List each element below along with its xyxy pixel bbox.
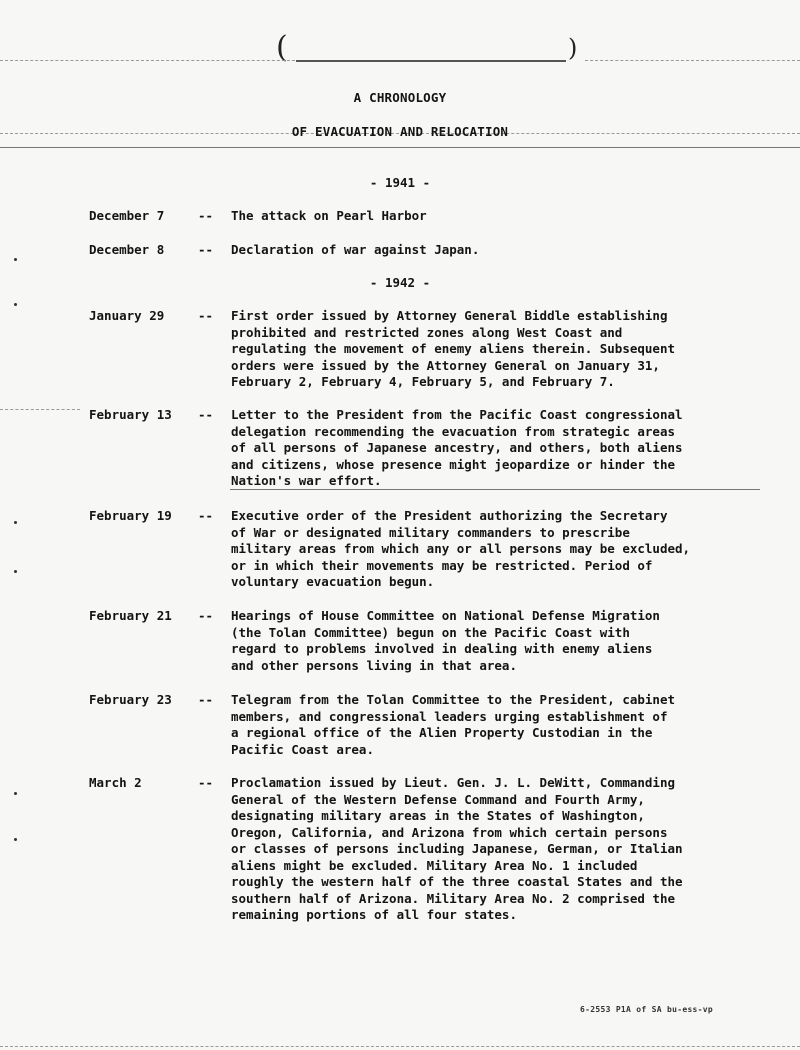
entry-date: March 2 [89, 775, 142, 790]
year-heading-1942: - 1942 - [369, 275, 431, 290]
scan-rule-top-right [585, 60, 800, 61]
scan-mark-left-paren: ( [276, 30, 288, 65]
entry-dash: -- [198, 208, 214, 223]
entry-date: February 21 [89, 608, 172, 623]
scan-mark-right-paren: ) [568, 34, 578, 62]
entry-text: Letter to the President from the Pacific Coast congressional delegation recommending the evacuation from strategic areas of all persons of Japanese ancestry, and others, both aliens and citizens, whose presence might jeopardize or hinder the Nation's war effort. [231, 407, 683, 488]
scan-speck [14, 258, 17, 261]
entry-text: Hearings of House Committee on National Defense Migration (the Tolan Committee) begun on the Pacific Coast with regard to problems involved in dealing with enemy aliens and other persons living in that area. [231, 608, 660, 673]
scan-speck [14, 570, 17, 573]
scan-rule-bottom [0, 1046, 800, 1047]
scan-speck [14, 838, 17, 841]
entry-date: January 29 [89, 308, 165, 323]
entry-dash: -- [198, 242, 214, 257]
scan-rule-top-left [0, 60, 300, 61]
entry-dash: -- [198, 407, 214, 422]
entry-text: Declaration of war against Japan. [231, 242, 480, 257]
scan-rule-4 [0, 409, 80, 410]
entry-date: December 7 [89, 208, 165, 223]
entry-dash: -- [198, 608, 214, 623]
year-heading-1941: - 1941 - [369, 175, 431, 190]
scan-speck [14, 303, 17, 306]
entry-date: December 8 [89, 242, 165, 257]
footer-code: 6-2553 P1A of SA bu-ess-vp [580, 1005, 714, 1014]
entry-text: First order issued by Attorney General Biddle establishing prohibited and restricted zones along West Coast and regulating the movement of enemy aliens therein. Subsequent orders were issued by the Attorney General on January 31, February 2, February 4, February 5, and February 7. [231, 308, 676, 389]
entry-dash: -- [198, 775, 214, 790]
entry-dash: -- [198, 308, 214, 323]
entry-text: Executive order of the President authorizing the Secretary of War or designated military commanders to prescribe military areas from which any or all persons may be excluded, or in which their movements may be restricted. Period of voluntary evacuation begun. [231, 508, 691, 589]
entry-date: February 23 [89, 692, 172, 707]
entry-dash: -- [198, 508, 214, 523]
document-title: A CHRONOLOGY [353, 90, 447, 105]
scan-rule-3 [0, 147, 800, 148]
entry-text: Proclamation issued by Lieut. Gen. J. L. DeWitt, Commanding General of the Western Defense Command and Fourth Army, designating military areas in the States of Washington, Oregon, California, and Arizona from which certain persons or classes of persons including Japanese, German, or Italian aliens might be excluded. Military Area No. 1 included roughly the western half of the three coastal States and the southern half of Arizona. Military Area No. 2 comprised the remaining portions of all four states. [231, 775, 683, 922]
document-subtitle: OF EVACUATION AND RELOCATION [291, 124, 509, 139]
entry-text: The attack on Pearl Harbor [231, 208, 427, 223]
scan-speck [14, 521, 17, 524]
entry-date: February 19 [89, 508, 172, 523]
entry-dash: -- [198, 692, 214, 707]
scan-rule-top-mid [296, 60, 566, 62]
entry-date: February 13 [89, 407, 172, 422]
entry-text: Telegram from the Tolan Committee to the President, cabinet members, and congressional leaders urging establishment of a regional office of the Alien Property Custodian in the Pacific Coast area. [231, 692, 676, 757]
scan-speck [14, 792, 17, 795]
